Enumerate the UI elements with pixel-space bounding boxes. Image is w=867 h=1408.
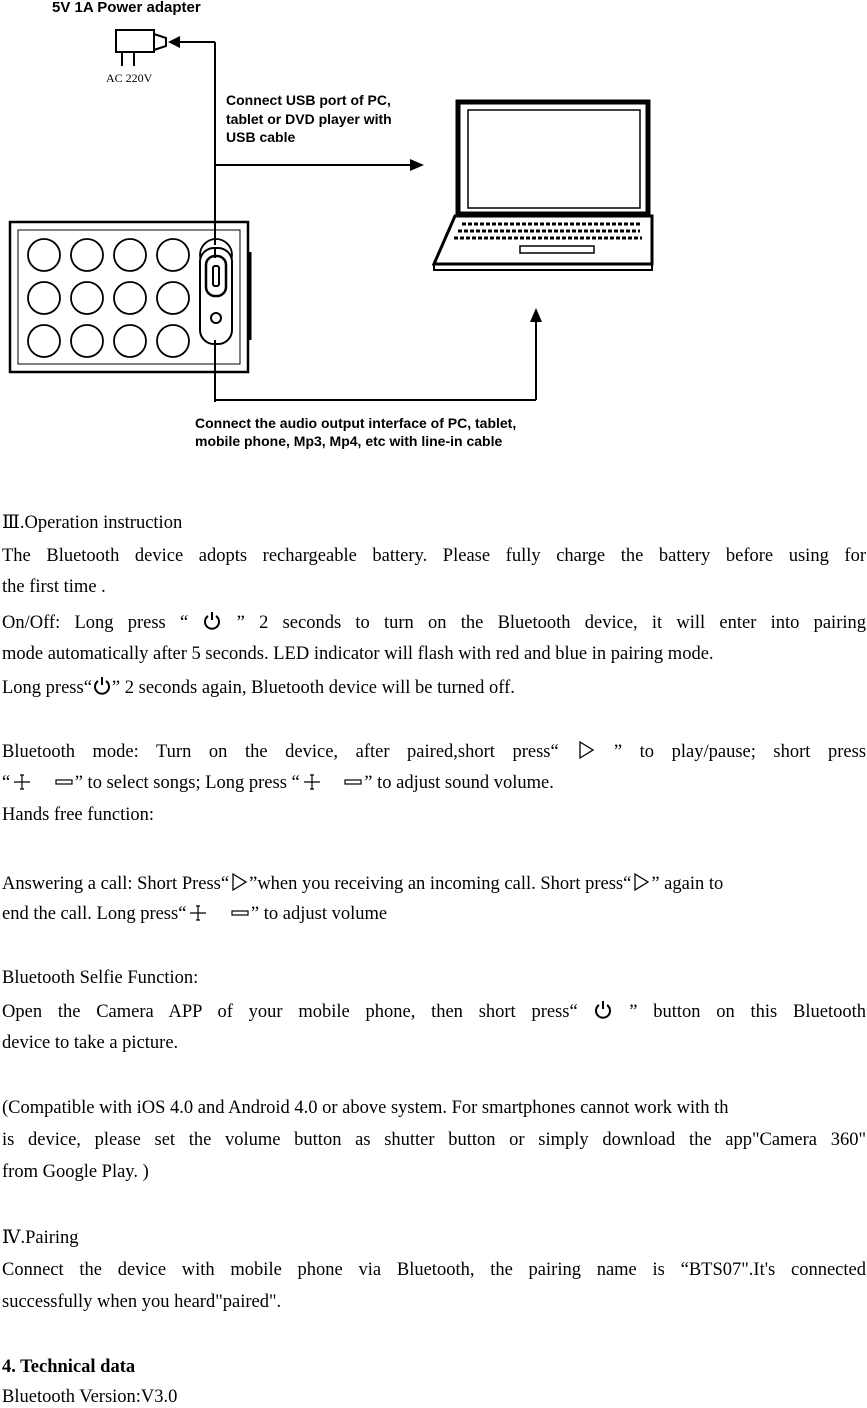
laptop-icon — [434, 102, 652, 270]
power-icon — [202, 611, 222, 631]
answering-line: Answering a call: Short Press“ ”when you receiving an incoming call. Short press“ ” again to — [2, 874, 724, 894]
power-icon — [593, 1000, 613, 1020]
charge-paragraph-line2: the first time . — [2, 577, 106, 597]
selfie-line: Open the Camera APP of your mobile phone, then short press“ ” button on this Bluetooth — [2, 1002, 866, 1022]
minus-icon — [53, 773, 75, 791]
selfie-title: Bluetooth Selfie Function: — [2, 968, 199, 988]
ac-label: AC 220V — [106, 71, 153, 85]
compat-line2: is device, please set the volume button as shutter button or simply download the app"Camera 360" — [2, 1130, 866, 1150]
bluetooth-mode-line: Bluetooth mode: Turn on the device, after paired,short press“ ” to play/pause; short press — [2, 742, 867, 762]
compat-line1: (Compatible with iOS 4.0 and Android 4.0 or above system. For smartphones cannot work with th — [2, 1098, 729, 1118]
usb-label: Connect USB port of PC, tablet or DVD player with USB cable — [226, 92, 392, 145]
pairing-line1: Connect the device with mobile phone via Bluetooth, the pairing name is “BTS07".It's connected — [2, 1260, 866, 1280]
compat-line3: from Google Play. ) — [2, 1162, 149, 1182]
power-off-line: Long press“ ” 2 seconds again, Bluetooth device will be turned off. — [2, 678, 515, 698]
plus-icon — [186, 904, 210, 922]
power-icon — [92, 676, 112, 696]
audio-label: Connect the audio output interface of PC, tablet, mobile phone, Mp3, Mp4, etc with line-in cable — [195, 415, 517, 449]
plus-icon — [300, 773, 324, 791]
bluetooth-mode-line2: “ ” to select songs; Long press “ ” to adjust sound volume. — [2, 773, 554, 793]
hands-free-title: Hands free function: — [2, 805, 155, 825]
end-call-line: end the call. Long press“ ” to adjust volume — [2, 904, 388, 924]
connection-diagram — [0, 0, 867, 470]
onoff-line: On/Off: Long press “ ” 2 seconds to turn on the Bluetooth device, it will enter into pairing — [2, 613, 867, 633]
pairing-line2: successfully when you heard"paired". — [2, 1292, 282, 1312]
charge-paragraph-line1: The Bluetooth device adopts rechargeable battery. Please fully charge the battery before using for — [2, 546, 866, 566]
minus-icon — [342, 773, 364, 791]
bt-version: Bluetooth Version:V3.0 — [2, 1387, 178, 1407]
plus-icon — [10, 773, 34, 791]
adapter-label: 5V 1A Power adapter — [52, 0, 201, 16]
play-icon — [229, 872, 249, 892]
play-icon — [631, 872, 651, 892]
section-heading-operation: Ⅲ.Operation instruction — [2, 513, 183, 533]
selfie-line2: device to take a picture. — [2, 1033, 179, 1053]
onoff-line2: mode automatically after 5 seconds. LED indicator will flash with red and blue in pairing mode. — [2, 644, 714, 664]
section-heading-pairing: Ⅳ.Pairing — [2, 1228, 79, 1248]
tech-heading: 4. Technical data — [2, 1357, 136, 1377]
power-adapter-icon — [116, 30, 166, 66]
play-icon — [576, 740, 596, 760]
minus-icon — [229, 904, 251, 922]
